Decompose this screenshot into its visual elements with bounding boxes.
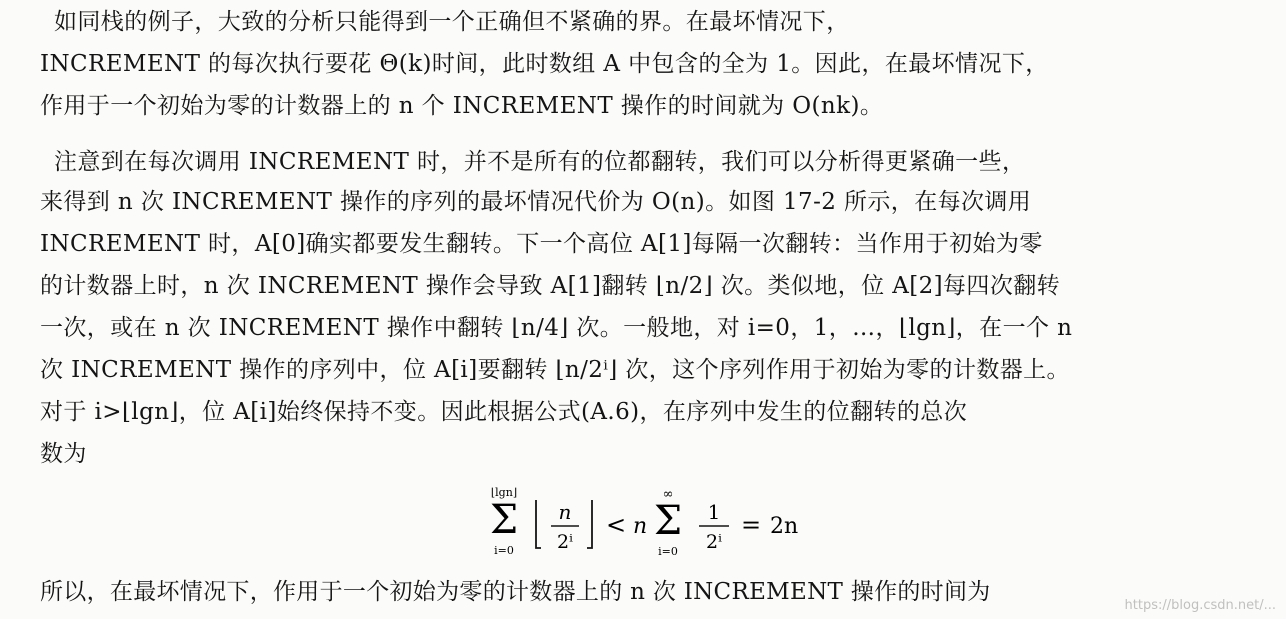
paragraph-line-8: 一次，或在 n 次 INCREMENT 操作中翻转 ⌊n/4⌋ 次。一般地，对 i=0，1，…，⌊lgn⌋，在一个 n bbox=[40, 315, 1073, 341]
n-multiplier: n bbox=[633, 514, 648, 539]
paragraph-line-3: 作用于一个初始为零的计数器上的 n 个 INCREMENT 操作的时间就为 O(nk)。 bbox=[40, 93, 884, 119]
paragraph-line-1: 如同栈的例子，大致的分析只能得到一个正确但不紧确的界。在最坏情况下， bbox=[54, 9, 850, 35]
paragraph-last-line: 所以，在最坏情况下，作用于一个初始为零的计数器上的 n 次 INCREMENT 操作的时间为 bbox=[40, 579, 991, 605]
paragraph-line-10: 对于 i>⌊lgn⌋，位 A[i]始终保持不变。因此根据公式(A.6)，在序列中发生的位翻转的总次 bbox=[40, 399, 968, 425]
sum2-sigma: Σ bbox=[653, 498, 683, 544]
sum2-upper: ∞ bbox=[662, 487, 674, 502]
paragraph-line-4: 注意到在每次调用 INCREMENT 时，并不是所有的位都翻转，我们可以分析得更紧确一些， bbox=[54, 149, 1026, 175]
paragraph-line-2: INCREMENT 的每次执行要花 Θ(k)时间，此时数组 A 中包含的全为 1。因此，在最坏情况下， bbox=[40, 51, 1049, 77]
equals-symbol: = bbox=[741, 511, 762, 539]
sum1-upper: ⌊lgn⌋ bbox=[490, 486, 518, 499]
frac2-numerator: 1 bbox=[707, 500, 721, 524]
formula-svg bbox=[488, 482, 818, 562]
floor-right-bracket bbox=[587, 500, 592, 548]
formula-result: 2n bbox=[770, 514, 799, 539]
paragraph-line-11: 数为 bbox=[40, 441, 87, 467]
paragraph-line-7: 的计数器上时，n 次 INCREMENT 操作会导致 A[1]翻转 ⌊n/2⌋ 次。类似地，位 A[2]每四次翻转 bbox=[40, 273, 1061, 299]
frac1-denominator: 2ⁱ bbox=[557, 531, 573, 553]
watermark: https://blog.csdn.net/... bbox=[1124, 598, 1276, 613]
paragraph-line-9: 次 INCREMENT 操作的序列中，位 A[i]要翻转 ⌊n/2ⁱ⌋ 次，这个序列作用于初始为零的计数器上。 bbox=[40, 357, 1070, 383]
paragraph-line-6: INCREMENT 时，A[0]确实都要发生翻转。下一个高位 A[1]每隔一次翻转：当作用于初始为零 bbox=[40, 231, 1043, 257]
sum2-lower: i=0 bbox=[658, 545, 678, 558]
summation-formula bbox=[488, 482, 818, 562]
frac1-numerator: n bbox=[558, 500, 572, 524]
sum1-sigma: Σ bbox=[489, 497, 519, 543]
less-than-symbol: < bbox=[606, 511, 627, 539]
sum1-lower: i=0 bbox=[494, 544, 514, 557]
floor-left-bracket bbox=[536, 500, 541, 548]
frac2-denominator: 2ⁱ bbox=[706, 531, 722, 553]
paragraph-line-5: 来得到 n 次 INCREMENT 操作的序列的最坏情况代价为 O(n)。如图 17-2 所示，在每次调用 bbox=[40, 189, 1032, 215]
